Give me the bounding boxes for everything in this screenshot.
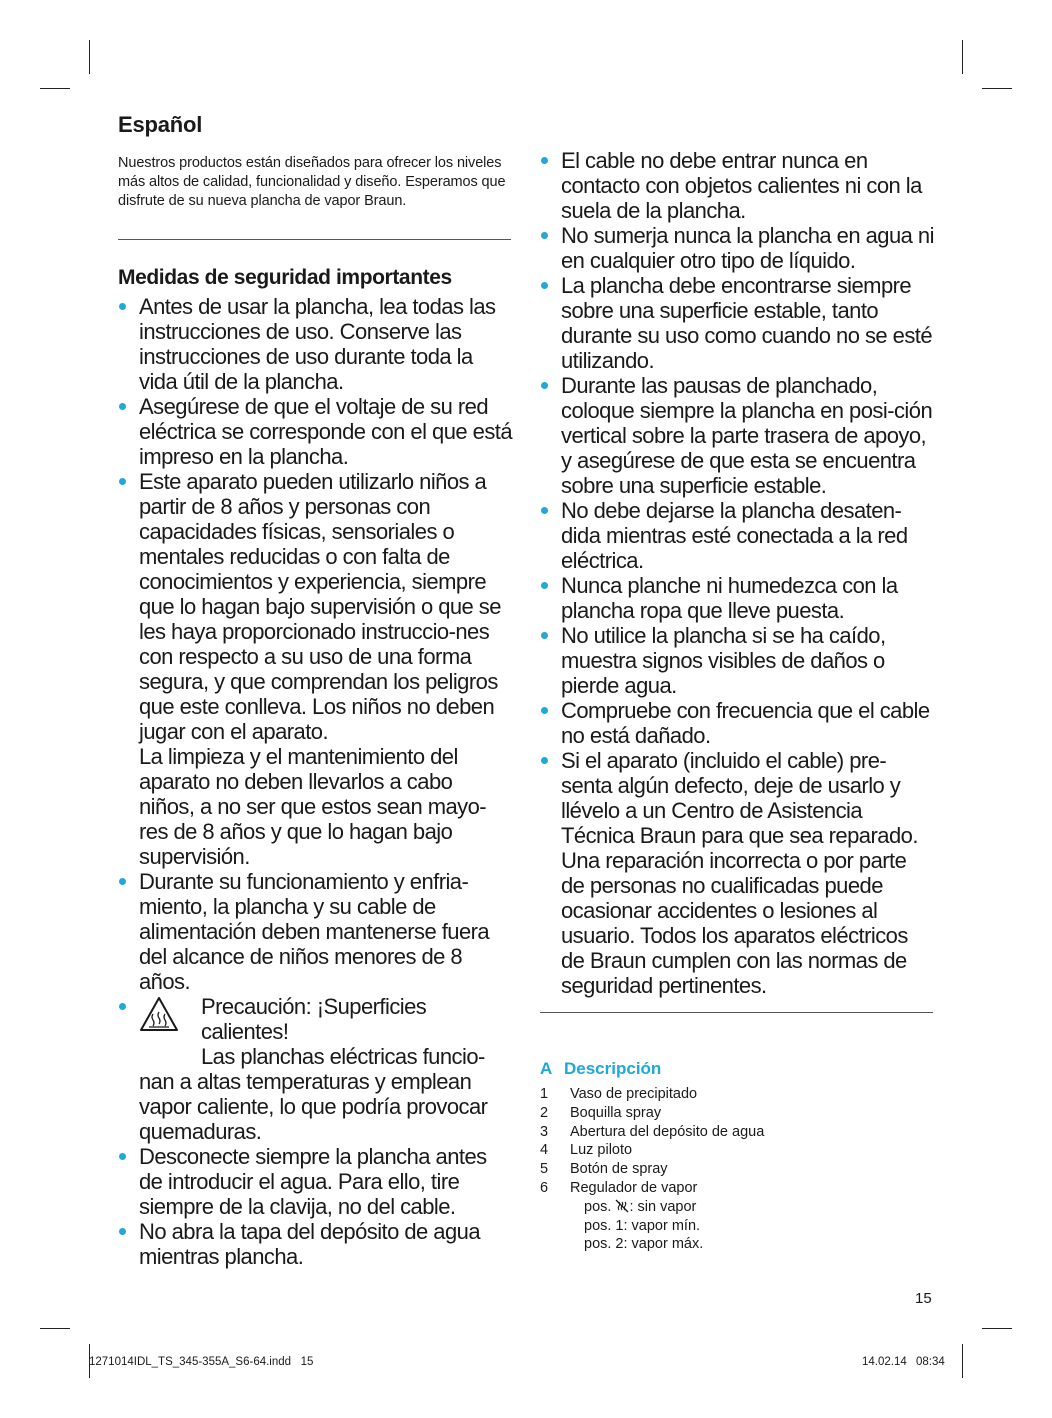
description-heading	[540, 1059, 934, 1079]
bullet-icon	[541, 757, 548, 764]
bullet-icon	[541, 582, 548, 589]
list-item	[540, 1141, 934, 1160]
part-number: 4	[540, 1142, 549, 1159]
bullet-icon	[541, 232, 548, 239]
description-title: Descripción	[564, 1059, 662, 1078]
bullet-icon	[541, 282, 548, 289]
part-number: 1	[540, 1086, 549, 1102]
list-item	[118, 1144, 512, 1219]
list-item	[540, 498, 934, 573]
part-number: 3	[540, 1123, 549, 1140]
bullet-icon	[541, 157, 548, 164]
parts-list	[540, 1085, 934, 1198]
part-label: Abertura del depósito de agua	[570, 1123, 765, 1140]
list-item	[540, 698, 934, 748]
footer-filename	[89, 1356, 313, 1368]
part-label: Botón de spray	[570, 1161, 668, 1178]
part-label: Luz piloto	[570, 1142, 633, 1159]
list-item	[540, 623, 934, 698]
warning-body: nan a altas temperaturas y emplean vapor caliente, lo que podría provocar quemaduras.	[139, 1069, 488, 1144]
list-item	[540, 273, 934, 373]
list-item-text: La plancha debe encontrarse siempre sobre una superficie estable, tanto durante su uso como cuando no se esté utilizando.	[561, 273, 933, 373]
list-item-text: Desconecte siempre la plancha antes de introducir el agua. Para ello, tire siempre de la clavija, no del cable.	[139, 1144, 487, 1219]
bullet-icon	[541, 382, 548, 389]
part-label: Regulador de vapor	[570, 1179, 698, 1196]
safety-heading: Medidas de seguridad importantes	[118, 266, 452, 289]
list-item-text: Compruebe con frecuencia que el cable no está dañado.	[561, 698, 930, 748]
list-item	[118, 869, 512, 994]
list-item	[118, 394, 512, 469]
footer-timestamp	[862, 1356, 945, 1368]
part-number: 5	[540, 1161, 549, 1178]
left-column	[118, 112, 512, 1269]
list-item	[540, 1160, 934, 1179]
bullet-icon	[119, 478, 126, 485]
list-item-text: Antes de usar la plancha, lea todas las instrucciones de uso. Conserve las instrucciones de uso durante toda la vida útil de la plancha.	[139, 294, 496, 394]
section-divider	[540, 1012, 933, 1013]
list-item	[118, 294, 512, 394]
list-item	[540, 748, 934, 998]
list-item-text: Asegúrese de que el voltaje de su red eléctrica se corresponde con el que está impreso en la plancha.	[139, 394, 513, 469]
list-item-text: No sumerja nunca la plancha en agua ni en cualquier otro tipo de líquido.	[561, 223, 934, 273]
list-item-text: Este aparato pueden utilizarlo niños a partir de 8 años y personas con capacidades físicas, sensoriales o mentales reducidas o con falta de conocimientos y experiencia, siempre que lo hagan bajo supervisión o que se les haya proporcionado instruccio-nes con respecto a su uso de una forma segura, y que comprendan los peligros que este conlleva. Los niños no deben jugar con el aparato.	[139, 469, 501, 744]
steam-setting-off	[540, 1198, 934, 1217]
bullet-icon	[541, 507, 548, 514]
warning-item	[118, 994, 512, 1144]
crop-mark	[962, 40, 963, 74]
bullet-icon	[119, 878, 126, 885]
steam-off-icon	[615, 1199, 629, 1213]
list-item-text: No utilice la plancha si se ha caído, muestra signos visibles de daños o pierde agua.	[561, 623, 886, 698]
list-item	[540, 1085, 934, 1104]
footer-date: 14.02.14	[862, 1356, 907, 1368]
list-item-text-continued: La limpieza y el mantenimiento del aparato no deben llevarlos a cabo niños, a no ser que estos sean mayo-res de 8 años y que lo hagan bajo supervisión.	[139, 744, 487, 869]
pos-prefix: pos.	[584, 1198, 612, 1215]
crop-mark	[40, 1328, 70, 1329]
footer-time: 08:34	[915, 1356, 945, 1368]
list-item-text: Si el aparato (incluido el cable) pre-senta algún defecto, deje de usarlo y llévelo a un Centro de Asistencia Técnica Braun para que sea reparado. Una reparación incorrecta o por parte de personas no cualificadas puede ocasionar accidentes o lesiones al usuario. Todos los aparatos eléctricos de Braun cumplen con las normas de seguridad pertinentes.	[561, 748, 918, 998]
warning-title: Precaución: ¡Superficies calientes!	[201, 994, 427, 1044]
list-item	[118, 469, 512, 869]
page-title: Español	[118, 112, 203, 137]
steam-setting-1: pos. 1: vapor mín.	[584, 1217, 701, 1234]
pos-off-text: : sin vapor	[629, 1198, 697, 1215]
steam-setting-2: pos. 2: vapor máx.	[584, 1236, 704, 1253]
list-item	[540, 373, 934, 498]
hot-surface-warning-icon	[139, 994, 201, 1037]
footer-file-text: 1271014IDL_TS_345-355A_S6-64.indd 15	[89, 1356, 314, 1368]
list-item-text: Nunca planche ni humedezca con la plancha ropa que lleve puesta.	[561, 573, 898, 623]
warning-body-start: Las planchas eléctricas funcio-	[201, 1044, 485, 1069]
list-item	[540, 1179, 934, 1198]
list-item	[540, 1104, 934, 1123]
safety-list-continued	[540, 148, 934, 998]
part-number: 6	[540, 1179, 549, 1196]
part-label: Boquilla spray	[570, 1104, 662, 1121]
list-item-text: El cable no debe entrar nunca en contacto con objetos calientes ni con la suela de la plancha.	[561, 148, 922, 223]
bullet-icon	[119, 303, 126, 310]
section-divider	[118, 239, 511, 240]
bullet-icon	[119, 1003, 126, 1010]
list-item-text: Durante su funcionamiento y enfria-miento, la plancha y su cable de alimentación deben mantenerse fuera del alcance de niños menores de 8 años.	[139, 869, 490, 994]
list-item-text: No debe dejarse la plancha desaten-dida mientras esté conectada a la red eléctrica.	[561, 498, 908, 573]
crop-mark	[982, 1328, 1012, 1329]
right-column	[540, 148, 934, 1254]
list-item	[540, 573, 934, 623]
safety-list	[118, 294, 512, 1269]
bullet-icon	[119, 1153, 126, 1160]
page-number: 15	[915, 1290, 932, 1307]
crop-mark	[982, 88, 1012, 89]
bullet-icon	[119, 1228, 126, 1235]
bullet-icon	[119, 403, 126, 410]
bullet-icon	[541, 707, 548, 714]
bullet-icon	[541, 632, 548, 639]
list-item-text: No abra la tapa del depósito de agua mientras plancha.	[139, 1219, 481, 1269]
list-item	[118, 1219, 512, 1269]
list-item	[540, 223, 934, 273]
crop-mark	[40, 88, 70, 89]
crop-mark	[89, 40, 90, 74]
part-number: 2	[540, 1104, 549, 1121]
description-letter: A	[540, 1059, 553, 1078]
intro-paragraph: Nuestros productos están diseñados para ofrecer los niveles más altos de calidad, funcionalidad y diseño. Esperamos que disfrute de su nueva plancha de vapor Braun.	[118, 155, 506, 209]
list-item-text: Durante las pausas de planchado, coloque siempre la plancha en posi-ción vertical sobre la parte trasera de apoyo, y asegúrese de que esta se encuentra sobre una superficie estable.	[561, 373, 933, 498]
part-label: Vaso de precipitado	[570, 1086, 698, 1102]
list-item	[540, 1123, 934, 1142]
crop-mark	[962, 1344, 963, 1378]
list-item	[540, 148, 934, 223]
